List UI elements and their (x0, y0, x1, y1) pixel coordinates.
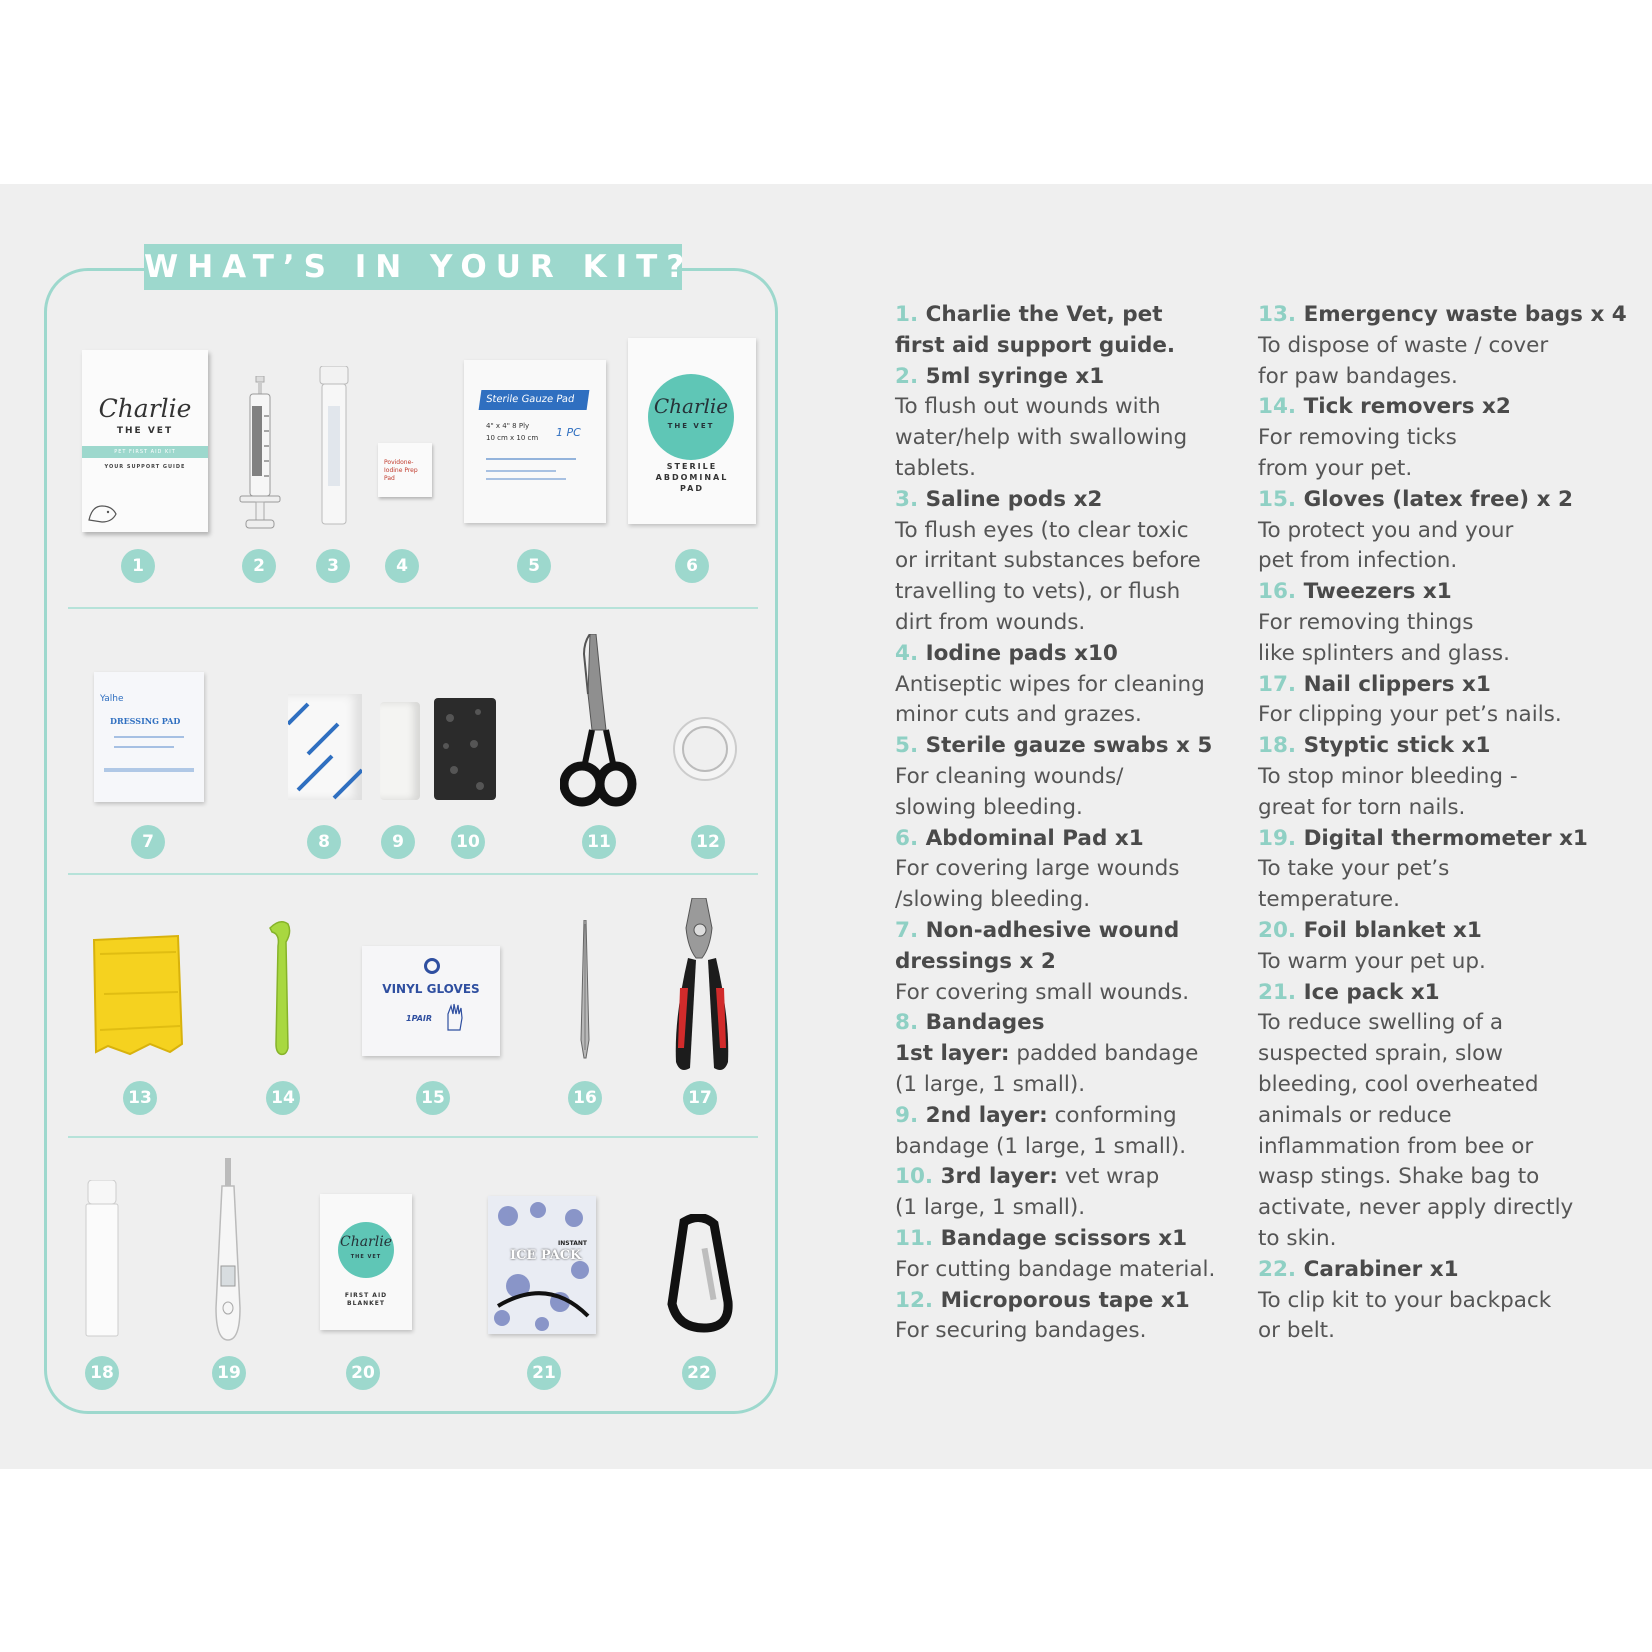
gauze-pc: 1 PC (556, 426, 581, 439)
item-description: inflammation from bee or (1258, 1133, 1534, 1159)
item-description: To take your pet’s (1258, 856, 1450, 882)
item-badge: 13 (123, 1081, 157, 1115)
kit-list-left (895, 300, 1215, 1347)
ice-crystal-pattern-icon (488, 1196, 596, 1334)
item-title-line (895, 1286, 1215, 1317)
item-badge: 5 (517, 549, 551, 583)
item-description-inline: vet wrap (1058, 1164, 1160, 1190)
item-badge: 19 (212, 1356, 246, 1390)
row-divider (68, 873, 758, 875)
pad-label-2: ABDOMINAL (655, 473, 729, 482)
item-badge: 7 (131, 825, 165, 859)
item-badge: 15 (416, 1081, 450, 1115)
bandage-stripe-icon (288, 694, 362, 800)
item-description: To flush eyes (to clear toxic (895, 517, 1189, 543)
kit-list-item (1258, 1255, 1627, 1347)
gauze-size: 4" x 4" 8 Ply (486, 422, 530, 430)
item-description: For covering small wounds. (895, 979, 1190, 1005)
item-description: like splinters and glass. (1258, 640, 1510, 666)
blanket-logo-circle (338, 1222, 394, 1278)
item-number: 13. (1258, 302, 1304, 327)
foil-blanket-image (320, 1194, 412, 1330)
gauze-cm: 10 cm x 10 cm (486, 434, 539, 442)
item-title: Nail clippers x1 (1303, 671, 1491, 697)
item-title: Abdominal Pad x1 (925, 825, 1144, 851)
item-badge: 17 (683, 1081, 717, 1115)
item-number: 12. (895, 1287, 941, 1313)
glove-icon (444, 1002, 466, 1032)
styptic-stick-image (82, 1180, 122, 1340)
item-description: To warm your pet up. (1258, 948, 1486, 974)
item-title-line (1258, 824, 1627, 855)
item-badge: 8 (307, 825, 341, 859)
item-description: great for torn nails. (1258, 794, 1466, 820)
item-description: To stop minor bleeding - (1258, 763, 1518, 789)
kit-list-item (895, 1039, 1215, 1101)
kit-list-item (1258, 978, 1627, 1255)
item-description: For cutting bandage material. (895, 1256, 1216, 1282)
item-title-line (895, 1039, 1215, 1070)
item-title-line (1258, 978, 1627, 1009)
item-title-line (1258, 485, 1627, 516)
item-title-line (895, 1224, 1215, 1255)
item-title: Foil blanket x1 (1303, 917, 1482, 943)
item-badge: 11 (582, 825, 616, 859)
gauze-swab-image (464, 360, 606, 523)
item-description: activate, never apply directly (1258, 1195, 1574, 1221)
item-description: To reduce swelling of a (1258, 1010, 1503, 1036)
kit-list-item (895, 362, 1215, 485)
bandage-scissors-image (560, 634, 638, 812)
item-number: 2. (895, 363, 926, 389)
item-title-line (1258, 1255, 1627, 1286)
item-number: 11. (895, 1225, 941, 1251)
kit-list-item (1258, 824, 1627, 916)
dog-sketch-icon (86, 500, 120, 526)
item-badge: 18 (85, 1356, 119, 1390)
item-title: first aid support guide. (895, 332, 1176, 358)
ice-label: ICE PACK (510, 1248, 582, 1263)
item-badge: 4 (385, 549, 419, 583)
kit-list-item (895, 1101, 1215, 1163)
item-number: 1. (895, 302, 926, 327)
guide-kit-band: PET FIRST AID KIT (82, 446, 208, 458)
gloves-pair: 1PAIR (406, 1014, 433, 1023)
gloves-logo-icon (424, 958, 440, 974)
item-title-line (895, 1008, 1215, 1039)
syringe-image (236, 376, 286, 532)
item-number: 19. (1258, 825, 1304, 851)
item-number: 3. (895, 486, 926, 512)
item-description: to skin. (1258, 1225, 1337, 1251)
item-badge: 2 (242, 549, 276, 583)
paw-print-icon (434, 698, 496, 800)
item-number: 18. (1258, 733, 1304, 759)
item-number: 8. (895, 1010, 926, 1036)
item-description-inline: conforming (1047, 1102, 1177, 1128)
kit-list-item (1258, 392, 1627, 484)
item-description: To dispose of waste / cover (1258, 332, 1549, 358)
item-title: Microporous tape x1 (940, 1287, 1190, 1313)
item-description: tablets. (895, 455, 976, 481)
item-number: 21. (1258, 979, 1304, 1005)
pad-label-1: STERILE (666, 462, 718, 471)
item-number: 17. (1258, 671, 1304, 697)
pad-label-3: PAD (680, 484, 704, 493)
item-title: 5ml syringe x1 (925, 363, 1105, 389)
item-title: Styptic stick x1 (1303, 733, 1491, 759)
abdominal-pad-image (628, 338, 756, 524)
gloves-label: VINYL GLOVES (382, 982, 480, 996)
kit-list-item (895, 824, 1215, 916)
vinyl-gloves-image (362, 946, 500, 1056)
item-badge: 9 (381, 825, 415, 859)
item-description: animals or reduce (1258, 1102, 1452, 1128)
dressing-pad-image (94, 672, 204, 802)
item-title-line (1258, 731, 1627, 762)
item-title: Gloves (latex free) x 2 (1303, 486, 1573, 512)
vet-wrap-image (434, 698, 496, 800)
tick-remover-image (266, 918, 304, 1058)
item-number: 10. (895, 1164, 941, 1190)
gauze-label: Sterile Gauze Pad (479, 390, 590, 410)
item-title-line (895, 824, 1215, 855)
item-description: minor cuts and grazes. (895, 702, 1142, 728)
item-badge: 10 (451, 825, 485, 859)
item-title-line (895, 362, 1215, 393)
item-title: Bandage scissors x1 (940, 1225, 1188, 1251)
item-title: Bandages (925, 1010, 1045, 1036)
item-title-line (895, 300, 1215, 331)
item-description-inline: padded bandage (1009, 1041, 1199, 1067)
item-title: Non-adhesive wound (925, 917, 1180, 943)
item-title: Ice pack x1 (1303, 979, 1440, 1005)
item-title: Iodine pads x10 (925, 640, 1118, 666)
kit-list-item (895, 485, 1215, 639)
guide-brand-sub: THE VET (116, 426, 174, 436)
conforming-bandage-image (380, 702, 420, 800)
kit-list-item (895, 731, 1215, 823)
item-description: For removing ticks (1258, 425, 1457, 451)
item-badge: 6 (675, 549, 709, 583)
item-title-line (895, 1162, 1215, 1193)
item-title: 1st layer: (895, 1041, 1010, 1067)
item-title: Digital thermometer x1 (1303, 825, 1588, 851)
saline-pod-image (318, 366, 350, 528)
item-description: or irritant substances before (895, 548, 1201, 574)
item-description: (1 large, 1 small). (895, 1071, 1086, 1097)
carabiner-image (664, 1214, 734, 1334)
kit-list-item (895, 1008, 1215, 1039)
item-title-line (895, 331, 1215, 362)
blanket-brand: Charlie (339, 1234, 392, 1250)
item-number: 20. (1258, 917, 1304, 943)
item-title: Sterile gauze swabs x 5 (925, 733, 1213, 759)
kit-list-item (895, 300, 1215, 362)
item-description: For covering large wounds (895, 856, 1180, 882)
item-title-line (895, 485, 1215, 516)
pad-brand: Charlie (653, 394, 729, 418)
item-description: For clipping your pet’s nails. (1258, 702, 1562, 728)
item-title: 3rd layer: (940, 1164, 1059, 1190)
item-badge: 14 (266, 1081, 300, 1115)
item-description: or belt. (1258, 1318, 1335, 1344)
microporous-tape-image (670, 714, 740, 784)
item-description: suspected sprain, slow (1258, 1041, 1503, 1067)
item-description: Antiseptic wipes for cleaning (895, 671, 1205, 697)
digital-thermometer-image (210, 1158, 246, 1344)
item-description: water/help with swallowing (895, 425, 1188, 451)
kit-list-item (895, 1162, 1215, 1224)
item-title-line (1258, 916, 1627, 947)
kit-list-item (895, 916, 1215, 1008)
dressing-brand: Yalhe (100, 694, 124, 704)
item-description: from your pet. (1258, 455, 1413, 481)
item-number: 5. (895, 733, 926, 759)
kit-list-item (895, 1286, 1215, 1348)
blanket-brand-sub: THE VET (350, 1254, 382, 1260)
pad-logo-circle (648, 374, 734, 460)
item-badge: 1 (121, 549, 155, 583)
item-title-line (895, 916, 1215, 947)
item-description: travelling to vets), or flush (895, 579, 1181, 605)
item-description: bandage (1 large, 1 small). (895, 1133, 1187, 1159)
item-title-line (895, 947, 1215, 978)
item-description: bleeding, cool overheated (1258, 1071, 1539, 1097)
nail-clippers-image (666, 898, 738, 1074)
support-guide-image (82, 350, 208, 532)
item-description: wasp stings. Shake bag to (1258, 1164, 1540, 1190)
item-title: Charlie the Vet, pet (925, 302, 1163, 327)
item-title: Carabiner x1 (1303, 1256, 1459, 1282)
waste-bags-image (90, 934, 186, 1058)
item-title-line (895, 639, 1215, 670)
blanket-label: FIRST AID BLANKET (344, 1292, 388, 1307)
item-number: 16. (1258, 579, 1304, 605)
item-badge: 16 (568, 1081, 602, 1115)
guide-brand: Charlie (98, 394, 192, 423)
kit-list-item (1258, 916, 1627, 978)
item-title-line (1258, 392, 1627, 423)
kit-list-item (1258, 670, 1627, 732)
item-number: 4. (895, 640, 926, 666)
kit-list-item (1258, 300, 1627, 392)
item-title: Tick removers x2 (1303, 394, 1511, 420)
item-number: 9. (895, 1102, 926, 1128)
kit-list-item (895, 1224, 1215, 1286)
item-description: pet from infection. (1258, 548, 1458, 574)
item-badge: 21 (527, 1356, 561, 1390)
item-description: for paw bandages. (1258, 363, 1458, 389)
item-title: 2nd layer: (925, 1102, 1048, 1128)
kit-title: WHAT’S IN YOUR KIT? (144, 244, 682, 290)
item-number: 14. (1258, 394, 1304, 420)
item-badge: 12 (691, 825, 725, 859)
item-number: 22. (1258, 1256, 1304, 1282)
item-badge: 20 (346, 1356, 380, 1390)
iodine-label: Povidone-Iodine Prep Pad (384, 459, 418, 482)
pad-brand-sub: THE VET (667, 422, 715, 430)
kit-list-right (1258, 300, 1627, 1347)
item-description: To clip kit to your backpack (1258, 1287, 1552, 1313)
padded-bandage-image (288, 694, 362, 800)
kit-list-item (1258, 485, 1627, 577)
tweezers-image (578, 920, 592, 1060)
item-description: To flush out wounds with (895, 394, 1161, 420)
item-description: For cleaning wounds/ (895, 763, 1124, 789)
item-title-line (1258, 300, 1627, 331)
ice-small-label: INSTANT (558, 1240, 587, 1247)
item-number: 15. (1258, 486, 1304, 512)
item-title: Emergency waste bags x 4 (1303, 302, 1627, 327)
kit-list-item (1258, 577, 1627, 669)
item-title: dressings x 2 (895, 948, 1056, 974)
dressing-label: DRESSING PAD (110, 716, 181, 726)
item-number: 6. (895, 825, 926, 851)
item-badge: 3 (316, 549, 350, 583)
item-title-line (895, 731, 1215, 762)
item-badge: 22 (682, 1356, 716, 1390)
item-description: To protect you and your (1258, 517, 1514, 543)
row-divider (68, 1136, 758, 1138)
item-title-line (895, 1101, 1215, 1132)
item-description: dirt from wounds. (895, 609, 1086, 635)
item-title: Saline pods x2 (925, 486, 1103, 512)
iodine-pad-image (378, 443, 432, 497)
kit-list-item (895, 639, 1215, 731)
item-description: slowing bleeding. (895, 794, 1083, 820)
guide-support-text: YOUR SUPPORT GUIDE (104, 464, 186, 470)
row-divider (68, 607, 758, 609)
item-description: (1 large, 1 small). (895, 1195, 1086, 1221)
item-description: For securing bandages. (895, 1318, 1147, 1344)
item-title-line (1258, 670, 1627, 701)
kit-list-item (1258, 731, 1627, 823)
item-description: temperature. (1258, 887, 1400, 913)
ice-pack-image (488, 1196, 596, 1334)
item-description: /slowing bleeding. (895, 887, 1091, 913)
item-title: Tweezers x1 (1303, 579, 1452, 605)
item-title-line (1258, 577, 1627, 608)
item-description: For removing things (1258, 609, 1474, 635)
item-number: 7. (895, 917, 926, 943)
